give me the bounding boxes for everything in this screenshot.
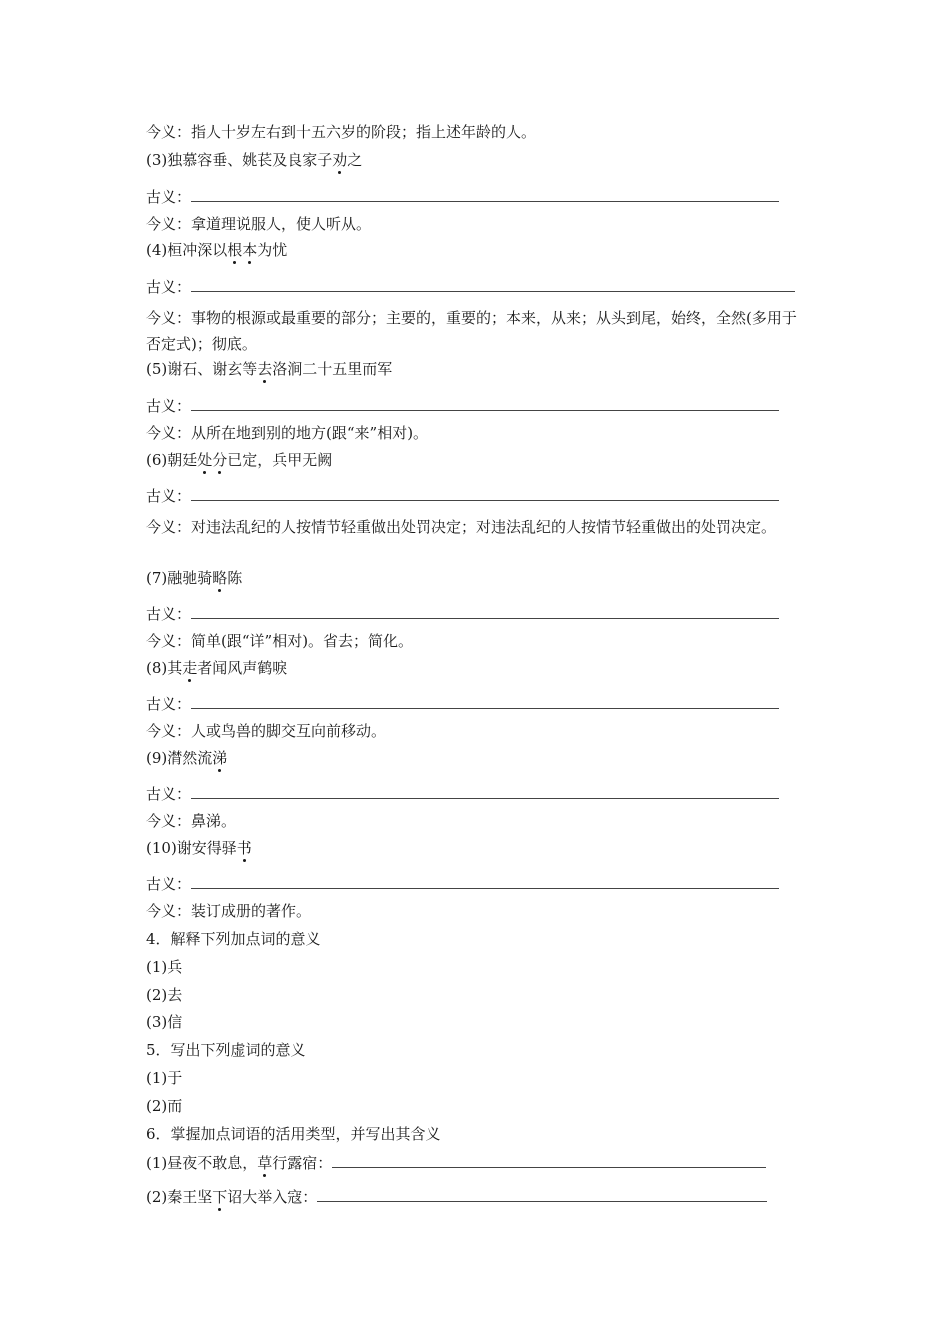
text: (9)潸然流 xyxy=(146,749,213,767)
ancient-meaning-line xyxy=(146,604,779,623)
ancient-meaning-line xyxy=(146,486,779,505)
label: 古义： xyxy=(146,875,192,893)
dotted-word: 书 xyxy=(236,839,252,857)
ancient-meaning-line xyxy=(146,694,779,713)
text: 行露宿： xyxy=(272,1154,333,1172)
list-item xyxy=(146,986,182,1004)
text: 者闻风声鹤唳 xyxy=(197,659,288,677)
answer-blank[interactable] xyxy=(191,396,779,411)
modern-meaning-line xyxy=(146,305,806,357)
answer-blank[interactable] xyxy=(332,1153,766,1168)
ancient-meaning-line xyxy=(146,396,779,415)
text: 诏大举入寇： xyxy=(227,1188,318,1206)
section-heading-4 xyxy=(146,930,321,948)
text: 今义：装订成册的著作。 xyxy=(146,902,312,920)
dotted-word: 草 xyxy=(257,1154,273,1172)
answer-blank[interactable] xyxy=(191,874,779,889)
question-item-8 xyxy=(146,659,287,677)
text: (4)桓冲深以 xyxy=(146,241,228,259)
question-item-10 xyxy=(146,839,252,857)
dotted-word: 处 xyxy=(197,451,213,469)
section-heading-5 xyxy=(146,1041,306,1059)
text: 今义：人或鸟兽的脚交互向前移动。 xyxy=(146,722,387,740)
modern-meaning-line xyxy=(146,514,806,540)
text: 陈 xyxy=(227,569,243,587)
dotted-word: 根 xyxy=(227,241,243,259)
dotted-word: 略 xyxy=(212,569,228,587)
modern-meaning-line xyxy=(146,902,311,920)
answer-blank[interactable] xyxy=(191,694,779,709)
label: 古义： xyxy=(146,397,192,415)
text: (2)而 xyxy=(146,1097,183,1115)
text: 5．写出下列虚词的意义 xyxy=(146,1041,306,1059)
answer-blank[interactable] xyxy=(191,784,779,799)
text: (1)昼夜不敢息， xyxy=(146,1154,258,1172)
answer-blank[interactable] xyxy=(191,187,779,202)
ancient-meaning-line xyxy=(146,874,779,893)
dotted-word: 走 xyxy=(182,659,198,677)
list-item xyxy=(146,1069,182,1087)
text: 今义：从所在地到别的地方(跟“来”相对)。 xyxy=(146,424,429,442)
text: 今义：对违法乱纪的人按情节轻重做出处罚决定；对违法乱纪的人按情节轻重做出的处罚决定。 xyxy=(146,518,777,536)
text: (6)朝廷 xyxy=(146,451,198,469)
text: (2)去 xyxy=(146,986,183,1004)
modern-meaning-line xyxy=(146,632,413,650)
label: 古义： xyxy=(146,487,192,505)
question-item-7 xyxy=(146,569,242,587)
question-item-6-2 xyxy=(146,1187,767,1206)
answer-blank[interactable] xyxy=(317,1187,767,1202)
text: (3)独慕容垂、姚苌及良家子 xyxy=(146,151,333,169)
text: (10)谢安得驿 xyxy=(146,839,237,857)
label: 古义： xyxy=(146,188,192,206)
text: 6．掌握加点词语的活用类型，并写出其含义 xyxy=(146,1125,441,1143)
question-item-6-1 xyxy=(146,1153,766,1172)
ancient-meaning-line xyxy=(146,277,795,296)
dotted-word: 去 xyxy=(257,360,273,378)
text: 今义：鼻涕。 xyxy=(146,812,237,830)
section-heading-6 xyxy=(146,1125,441,1143)
text: (3)信 xyxy=(146,1013,183,1031)
list-item xyxy=(146,958,182,976)
text: 4．解释下列加点词的意义 xyxy=(146,930,321,948)
text: 已定，兵甲无阙 xyxy=(227,451,333,469)
text: 今义：指人十岁左右到十五六岁的阶段；指上述年龄的人。 xyxy=(146,123,537,141)
text: (5)谢石、谢玄等 xyxy=(146,360,258,378)
answer-blank[interactable] xyxy=(191,604,779,619)
question-item-6 xyxy=(146,451,332,469)
ancient-meaning-line xyxy=(146,187,779,206)
text: (2)秦王坚 xyxy=(146,1188,213,1206)
dotted-word: 分 xyxy=(212,451,228,469)
modern-meaning-line xyxy=(146,722,386,740)
modern-meaning-line xyxy=(146,123,536,141)
modern-meaning-line xyxy=(146,215,371,233)
list-item xyxy=(146,1013,182,1031)
text: (1)于 xyxy=(146,1069,183,1087)
label: 古义： xyxy=(146,785,192,803)
answer-blank[interactable] xyxy=(191,277,795,292)
text: 今义：拿道理说服人，使人听从。 xyxy=(146,215,372,233)
dotted-word: 涕 xyxy=(212,749,228,767)
text: 今义：简单(跟“详”相对)。省去；简化。 xyxy=(146,632,414,650)
text: (1)兵 xyxy=(146,958,183,976)
question-item-3 xyxy=(146,151,362,169)
text: 洛涧二十五里而军 xyxy=(272,360,393,378)
dotted-word: 劝 xyxy=(332,151,348,169)
modern-meaning-line xyxy=(146,424,428,442)
dotted-word: 本 xyxy=(242,241,258,259)
text: 今义：事物的根源或最重要的部分；主要的，重要的；本来，从来；从头到尾，始终，全然(多用于否定式)；彻底。 xyxy=(146,309,797,353)
list-item xyxy=(146,1097,182,1115)
modern-meaning-line xyxy=(146,812,236,830)
label: 古义： xyxy=(146,278,192,296)
label: 古义： xyxy=(146,695,192,713)
question-item-4 xyxy=(146,241,287,259)
dotted-word: 下 xyxy=(212,1188,228,1206)
text: (8)其 xyxy=(146,659,183,677)
text: (7)融驰骑 xyxy=(146,569,213,587)
question-item-5 xyxy=(146,360,392,378)
ancient-meaning-line xyxy=(146,784,779,803)
answer-blank[interactable] xyxy=(191,486,779,501)
text: 之 xyxy=(347,151,363,169)
label: 古义： xyxy=(146,605,192,623)
question-item-9 xyxy=(146,749,227,767)
text: 为忧 xyxy=(257,241,288,259)
